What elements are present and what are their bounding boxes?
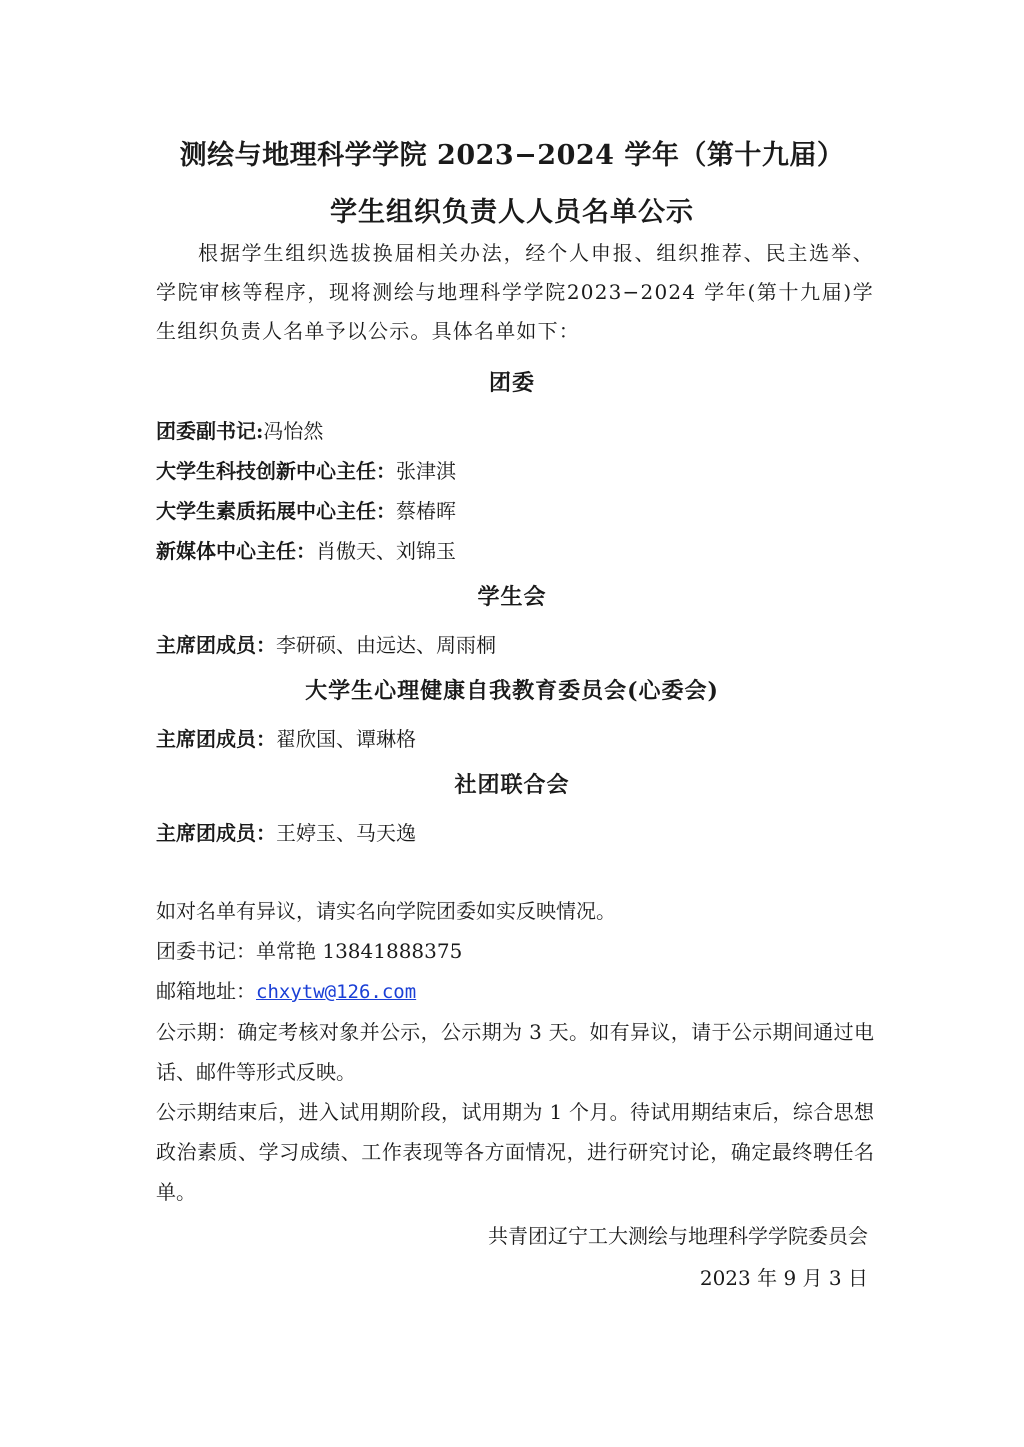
publicity-period-text: 公示期：确定考核对象并公示，公示期为 3 天。如有异议，请于公示期间通过电话、邮件等形式反映。	[156, 1020, 874, 1084]
email-label: 邮箱地址：	[156, 979, 256, 1003]
entry-mental-health-presidium	[156, 723, 416, 752]
entry-tuanwei-deputy-secretary	[156, 415, 323, 444]
entry-role: 新媒体中心主任：	[156, 539, 316, 563]
signature-org: 共青团辽宁工大测绘与地理科学学院委员会	[488, 1224, 868, 1248]
entry-names: 张津淇	[396, 459, 456, 483]
entry-role: 大学生科技创新中心主任：	[156, 459, 396, 483]
section-title-student-union: 学生会	[477, 584, 547, 610]
section-title-club-federation: 社团联合会	[454, 772, 570, 798]
entry-role: 大学生素质拓展中心主任：	[156, 499, 396, 523]
entry-role: 主席团成员：	[156, 633, 276, 657]
notice-block	[156, 891, 874, 1212]
entry-role: 团委副书记:	[156, 419, 264, 443]
entry-names: 李研硕、由远达、周雨桐	[276, 633, 496, 657]
probation-text: 公示期结束后，进入试用期阶段，试用期为 1 个月。待试用期结束后，综合思想政治素质、学习成绩、工作表现等各方面情况，进行研究讨论，确定最终聘任名单。	[156, 1100, 874, 1204]
intro-paragraph: 根据学生组织选拔换届相关办法，经个人申报、组织推荐、民主选举、学院审核等程序，现将测绘与地理科学学院2023−2024 学年(第十九届)学生组织负责人名单予以公示。具体名单如下：	[156, 241, 874, 343]
entry-quality-center-director	[156, 495, 456, 524]
entry-student-union-presidium	[156, 629, 496, 658]
entry-names: 冯怡然	[263, 419, 324, 443]
entry-role: 主席团成员：	[156, 821, 276, 845]
entry-names: 肖傲天、刘锦玉	[316, 539, 456, 563]
objection-text: 如对名单有异议，请实名向学院团委如实反映情况。	[156, 899, 616, 923]
entry-names: 蔡椿晖	[396, 499, 456, 523]
signature-date: 2023 年 9 月 3 日	[699, 1266, 868, 1290]
entry-names: 王婷玉、马天逸	[276, 821, 416, 845]
entry-role: 主席团成员：	[156, 727, 276, 751]
entry-new-media-center-director	[156, 535, 456, 564]
entry-names: 翟欣国、谭琳格	[276, 727, 416, 751]
section-title-mental-health-committee: 大学生心理健康自我教育委员会(心委会)	[305, 678, 719, 704]
email-link[interactable]: chxytw@126.com	[256, 981, 417, 1003]
document-title-line2: 学生组织负责人人员名单公示	[330, 197, 694, 228]
email-line	[156, 971, 874, 1012]
section-title-tuanwei: 团委	[488, 370, 535, 396]
document-title-line1: 测绘与地理科学学院 2023−2024 学年（第十九届）	[179, 140, 845, 171]
secretary-contact: 团委书记：单常艳 13841888375	[156, 939, 463, 963]
entry-club-federation-presidium	[156, 817, 416, 846]
entry-innovation-center-director	[156, 455, 456, 484]
